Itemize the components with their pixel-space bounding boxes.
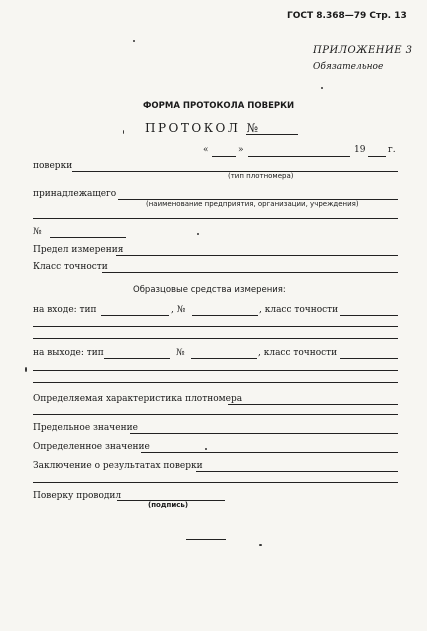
conclusion-label: Заключение о результатах поверки bbox=[33, 461, 203, 471]
output-number-field[interactable] bbox=[191, 358, 257, 359]
determined-value-field[interactable] bbox=[141, 452, 398, 453]
number-field[interactable] bbox=[50, 237, 126, 238]
output-type-label: на выходе: тип bbox=[33, 348, 104, 358]
input-type-label: на входе: тип bbox=[33, 305, 97, 315]
date-year-field[interactable] bbox=[368, 156, 386, 157]
accuracy-field[interactable] bbox=[102, 272, 398, 273]
determined-value-label: Определенное значение bbox=[33, 442, 150, 452]
scan-speck bbox=[197, 233, 199, 235]
input-type-field[interactable] bbox=[101, 315, 169, 316]
output-extra-line-1[interactable] bbox=[33, 370, 398, 371]
date-year-prefix: 19 bbox=[354, 145, 366, 155]
form-title: ФОРМА ПРОТОКОЛА ПОВЕРКИ bbox=[143, 101, 295, 111]
date-year-suffix: г. bbox=[388, 145, 396, 155]
protocol-label: ПРОТОКОЛ № bbox=[145, 121, 261, 135]
date-month-field[interactable] bbox=[248, 156, 350, 157]
belonging-hint: (наименование предприятия, организации, учреждения) bbox=[146, 200, 359, 208]
accuracy-label: Класс точности bbox=[33, 262, 108, 272]
range-label: Предел измерения bbox=[33, 245, 124, 255]
scan-speck bbox=[123, 130, 124, 134]
number-label: № bbox=[33, 227, 42, 237]
output-type-field[interactable] bbox=[104, 358, 170, 359]
belonging-field-line-2[interactable] bbox=[33, 218, 398, 219]
scan-speck bbox=[205, 448, 207, 450]
scan-speck bbox=[133, 40, 135, 42]
scan-speck bbox=[259, 544, 262, 546]
characteristic-field-line-2[interactable] bbox=[33, 414, 398, 415]
output-extra-line-2[interactable] bbox=[33, 382, 398, 383]
closing-rule bbox=[186, 539, 226, 540]
input-accuracy-label: , класс точности bbox=[259, 305, 339, 315]
conclusion-field[interactable] bbox=[196, 471, 398, 472]
input-number-field[interactable] bbox=[192, 315, 258, 316]
appendix-status: Обязательное bbox=[313, 62, 384, 72]
conclusion-field-line-2[interactable] bbox=[33, 482, 398, 483]
input-extra-line-2[interactable] bbox=[33, 338, 398, 339]
input-number-sep: , № bbox=[171, 305, 186, 315]
verification-label: поверки bbox=[33, 161, 73, 171]
appendix-title: ПРИЛОЖЕНИЕ 3 bbox=[313, 45, 413, 56]
date-open-quote: « bbox=[203, 145, 209, 155]
belonging-label: принадлежащего bbox=[33, 189, 117, 199]
signature-label: Поверку проводил bbox=[33, 491, 122, 501]
scan-speck bbox=[25, 367, 27, 372]
date-close-quote: » bbox=[238, 145, 244, 155]
verification-hint: (тип плотномера) bbox=[228, 172, 294, 180]
characteristic-label: Определяемая характеристика плотномера bbox=[33, 394, 243, 404]
output-accuracy-label: , класс точности bbox=[258, 348, 338, 358]
input-extra-line-1[interactable] bbox=[33, 326, 398, 327]
output-accuracy-field[interactable] bbox=[340, 358, 398, 359]
limit-value-field[interactable] bbox=[130, 433, 398, 434]
page-reference: ГОСТ 8.368—79 Стр. 13 bbox=[287, 11, 407, 21]
date-day-field[interactable] bbox=[212, 156, 236, 157]
characteristic-field[interactable] bbox=[228, 404, 398, 405]
protocol-number-field[interactable] bbox=[246, 134, 298, 135]
scan-speck bbox=[321, 87, 323, 89]
input-accuracy-field[interactable] bbox=[340, 315, 398, 316]
output-number-sep: № bbox=[176, 348, 185, 358]
range-field[interactable] bbox=[116, 255, 398, 256]
signature-hint: (подпись) bbox=[148, 501, 189, 509]
standards-title: Образцовые средства измерения: bbox=[133, 285, 286, 295]
limit-value-label: Предельное значение bbox=[33, 423, 138, 433]
